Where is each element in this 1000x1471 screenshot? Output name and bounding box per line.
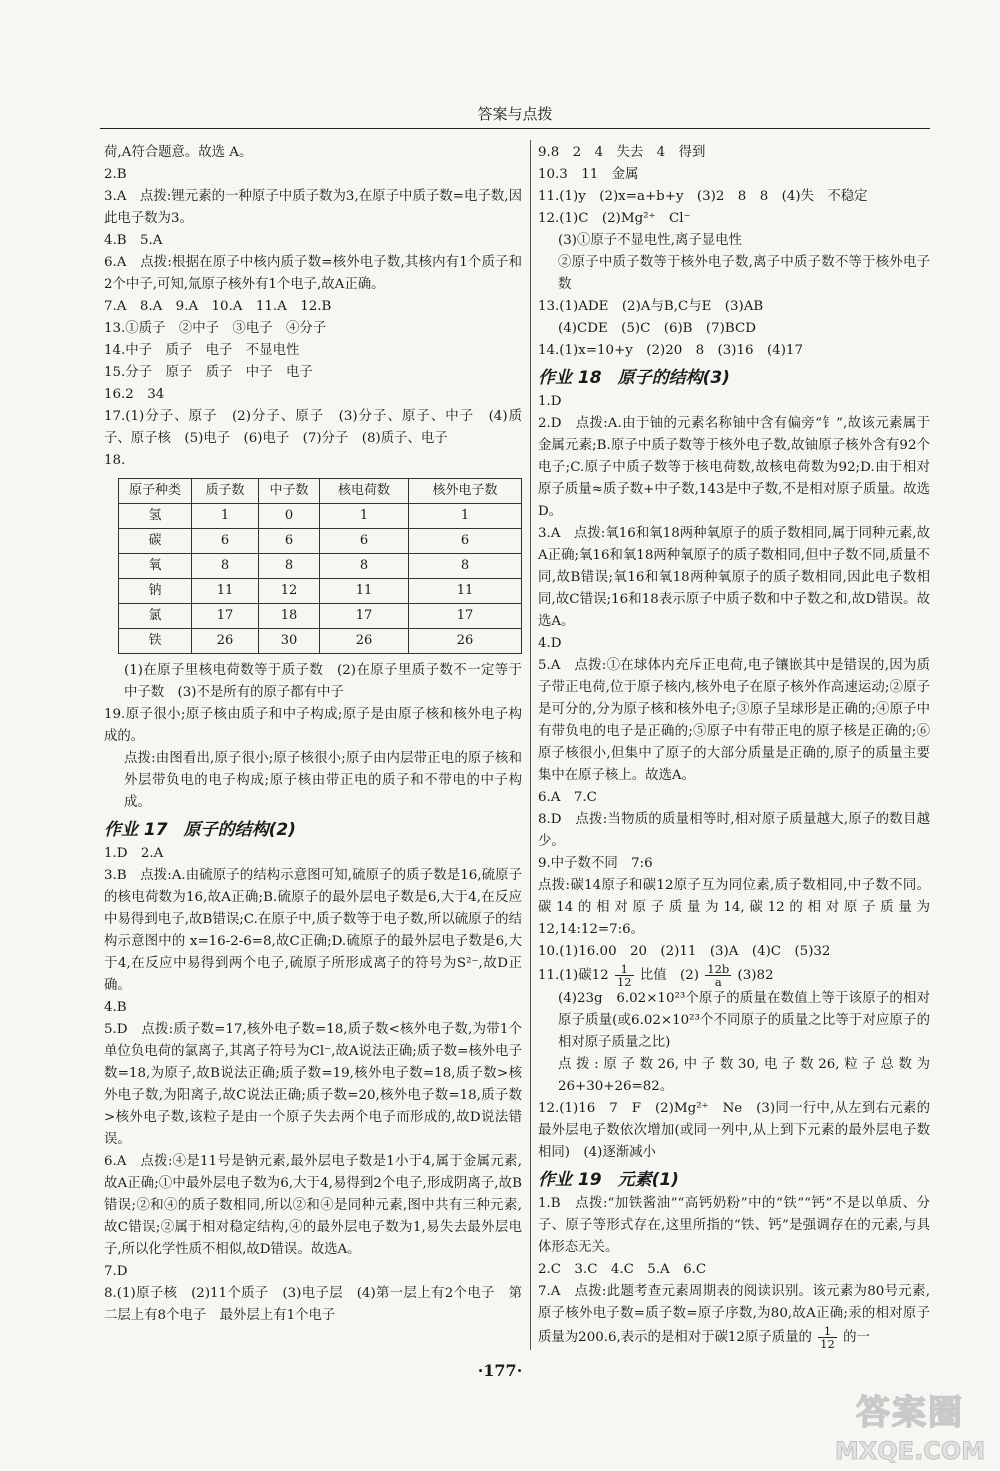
table-row [119,579,522,604]
table-cell: 26 [409,629,522,654]
table-header-cell: 中子数 [259,479,320,504]
table-header-cell: 核电荷数 [320,479,409,504]
section-title: 元素(1) [617,1170,679,1190]
table-row [119,629,522,654]
answer-line: 点拨:由图看出,原子很小;原子核很小;原子由内层带正电的原子核和外层带负电的电子构成;原子核由带正电的质子和不带电的中子构成。 [124,751,522,810]
table-row [119,504,522,529]
answer-line: 6.A 点拨:④是11号是钠元素,最外层电子数是1小于4,属于金属元素,故A正确;①中最外层电子数为6,大于4,易得到2个电子,形成阴离子,故B错误;②和④的质子数相同,所以②和④是同种元素,图中共有三种元素,故C错误;②属于相对稳定结构,④的最外层电子数为1,易失去最外层电子,所以化学性质不相似,故D错误。故选A。 [104,1154,522,1257]
answer-line: 8.(1)原子核 (2)11个质子 (3)电子层 (4)第一层上有2个电子 第二层上有8个电子 最外层上有1个电子 [104,1286,522,1323]
table-cell: 26 [320,629,409,654]
fraction [705,963,731,988]
answer-line-fraction [538,963,930,988]
answer-line: (3)①原子不显电性,离子显电性 [558,233,742,248]
table-cell: 6 [192,529,259,554]
table-cell: 6 [409,529,522,554]
table-cell: 1 [409,504,522,529]
fraction-denominator: a [714,975,722,989]
answer-line: 4.B 5.A [104,233,163,248]
answer-line: 1.B 点拨:“加铁酱油”“高钙奶粉”中的“铁”“钙”不是以单质、分子、原子等形式存在,这里所指的“铁、钙”是强调存在的元素,与具体形态无关。 [538,1196,930,1255]
fraction [818,1325,837,1350]
answer-line: 荷,A符合题意。故选 A。 [104,145,253,160]
fraction-numerator: 1 [615,963,634,976]
table-cell: 碳 [119,529,192,554]
table-row [119,604,522,629]
answer-line: 1.D [538,394,562,409]
table-cell: 18 [259,604,320,629]
answer-line: 5.D 点拨:质子数=17,核外电子数=18,质子数<核外电子数,为带1个单位负电荷的氯离子,其离子符号为Cl⁻,故A说法正确;质子数=核外电子数=18,为原子,故B说法正确;质子数=19,核外电子数=18,质子数>核外电子数,为阳离子,故C说法正确;质子数=20,核外电子数=18,质子数>核外电子数,该粒子是由一个原子失去两个电子而形成的,故D说法错误。 [104,1022,522,1147]
answer-line: 15.分子 原子 质子 中子 电子 [104,365,313,380]
answer-line: 11.(1)y (2)x=a+b+y (3)2 8 8 (4)失 不稳定 [538,189,868,204]
answer-line: 13.①质子 ②中子 ③电子 ④分子 [104,321,327,336]
table-cell: 6 [259,529,320,554]
answer-line: 点拨:原子数26,中子数30,电子数26,粒子总数为26+30+26=82。 [558,1057,930,1094]
table-cell: 8 [192,554,259,579]
table-cell: 11 [192,579,259,604]
answer-line: 2.B [104,167,127,182]
page-header [100,104,930,129]
table-cell: 8 [409,554,522,579]
table-header-cell: 原子种类 [119,479,192,504]
column-divider [530,140,531,1350]
answer-line: 3.B 点拨:A.由硫原子的结构示意图可知,硫原子的质子数是16,硫原子的核电荷数为16,故A正确;B.硫原子的最外层电子数是6,大于4,在反应中易得到电子,故B错误;C.在原子中,质子数等于电子数,所以硫原子的结构示意图中的 x=16-2-6=8,故C正确;D.硫原子的最外层电子数是6,大于4,在反应中易得到两个电子,硫原子所形成离子的符号为S²⁻,故D正确。 [104,868,522,993]
answer-line: ②原子中质子数等于核外电子数,离子中质子数不等于核外电子数 [558,255,930,292]
section-number: 作业 19 [538,1170,602,1190]
answer-line: 3.A 点拨:锂元素的一种原子中质子数为3,在原子中质子数=电子数,因此电子数为3。 [104,189,522,226]
answer-line: 14.(1)x=10+y (2)20 8 (3)16 (4)17 [538,343,803,358]
table-cell: 氢 [119,504,192,529]
atom-table [118,478,522,654]
answer-line: 6.A 7.C [538,790,597,805]
header-title: 答案与点拨 [477,105,553,123]
table-cell: 氧 [119,554,192,579]
table-cell: 0 [259,504,320,529]
table-cell: 1 [192,504,259,529]
answer-line: 17.(1)分子、原子 (2)分子、原子 (3)分子、原子、中子 (4)质子、原子核 (5)电子 (6)电子 (7)分子 (8)质子、电子 [104,409,522,446]
section-heading-18 [538,367,930,389]
answer-line: 3.A 点拨:氧16和氧18两种氧原子的质子数相同,属于同种元素,故A正确;氧16和氧18两种氧原子的质子数相同,但中子数不同,质量不同,故B错误;氧16和氧18两种氧原子的质子数相同,因此电子数相同,故C错误;16和18表示原子中质子数和中子数之和,故D错误。故选A。 [538,526,930,629]
answer-line: 6.A 点拨:根据在原子中核内质子数=核外电子数,其核内有1个质子和2个中子,可知,氚原子核外有1个电子,故A正确。 [104,255,522,292]
section-title: 原子的结构(3) [617,368,730,388]
fraction [615,963,634,988]
fraction-numerator: 12b [707,962,730,976]
answer-line: 2.D 点拨:A.由于铀的元素名称铀中含有偏旁“钅”,故该元素属于金属元素;B.原子中质子数等于核外电子数,故铀原子核外含有92个电子;C.原子中质子数等于核电荷数,故核电荷数为92;D.由于相对原子质量≈质子数+中子数,143是中子数,不是相对原子质量。故选D。 [538,416,930,519]
fraction-numerator: 1 [818,1325,837,1338]
watermark-title: 答案圈 [856,1393,964,1433]
table-cell: 8 [259,554,320,579]
table-cell: 8 [320,554,409,579]
watermark-url: MXQE.COM [834,1437,986,1465]
answer-text: 7.A 点拨:此题考查元素周期表的阅读识别。该元素为80号元素,原子核外电子数=质子数=原子序数,为80,故A正确;汞的相对原子质量为200.6,表示的是相对于碳12原子质量的 [538,1284,930,1345]
answer-line: 18. [104,453,126,468]
right-column [538,142,930,1350]
page-number: ·177· [477,1361,523,1380]
table-cell: 12 [259,579,320,604]
answer-line: 12.(1)16 7 F (2)Mg²⁺ Ne (3)同一行中,从左到右元素的最外层电子数依次增加(或同一列中,从上到下元素的最外层电子数相同) (4)逐渐减小 [538,1101,930,1160]
section-heading-19 [538,1169,930,1191]
answer-text: 的一 [843,1330,870,1345]
table-header-cell: 核外电子数 [409,479,522,504]
section-title: 原子的结构(2) [183,820,296,840]
table-cell: 26 [192,629,259,654]
table-cell: 11 [409,579,522,604]
answer-line: 8.D 点拨:当物质的质量相等时,相对原子质量越大,原子的数目越少。 [538,812,930,849]
answer-line: 4.D [538,636,562,651]
answer-text: 比值 (2) [639,968,700,983]
table-cell: 11 [320,579,409,604]
fraction-denominator: 12 [616,975,632,989]
section-number: 作业 17 [104,820,168,840]
watermark-logo [826,1385,994,1467]
section-heading-17 [104,819,522,841]
answer-line: 12.(1)C (2)Mg²⁺ Cl⁻ [538,211,691,226]
answer-line: 点拨:碳14原子和碳12原子互为同位素,质子数相同,中子数不同。碳14的相对原子质量为14,碳12的相对原子质量为12,14:12=7:6。 [538,878,930,937]
answer-line: 5.A 点拨:①在球体内充斥正电荷,电子镶嵌其中是错误的,因为质子带正电荷,位于原子核内,核外电子在原子核外作高速运动;②原子是可分的,分为原子核和核外电子;③原子呈球形是正确的;④原子中有带负电的电子是正确的;⑤原子中有带正电的原子核是正确的;⑥原子核很小,但集中了原子的大部分质量是正确的,原子的质量主要集中在原子核上。故选A。 [538,658,930,783]
answer-line: 2.C 3.C 4.C 5.A 6.C [538,1262,707,1277]
answer-text: (3)82 [737,968,774,983]
table-header-row [119,479,522,504]
answer-line: 14.中子 质子 电子 不显电性 [104,343,300,358]
answer-text: 11.(1)碳12 [538,968,609,983]
answer-line: 16.2 34 [104,387,165,402]
table-cell: 17 [409,604,522,629]
fraction-denominator: 12 [820,1337,835,1351]
table-cell: 17 [320,604,409,629]
answer-line: 1.D 2.A [104,846,164,861]
section-number: 作业 18 [538,368,602,388]
answer-line: 10.3 11 金属 [538,167,639,182]
answer-line: 10.(1)16.00 20 (2)11 (3)A (4)C (5)32 [538,944,831,959]
table-cell: 钠 [119,579,192,604]
answer-line: 9.8 2 4 失去 4 得到 [538,145,706,160]
table-cell: 17 [192,604,259,629]
table-cell: 6 [320,529,409,554]
answer-line: 7.A 8.A 9.A 10.A 11.A 12.B [104,299,332,314]
answer-line: (1)在原子里核电荷数等于质子数 (2)在原子里质子数不一定等于中子数 (3)不是所有的原子都有中子 [124,663,522,700]
answer-line: 9.中子数不同 7:6 [538,856,653,871]
answer-line: (4)CDE (5)C (6)B (7)BCD [558,321,756,336]
answer-line: 4.B [104,1000,127,1015]
table-cell: 30 [259,629,320,654]
left-column [104,142,522,1327]
table-cell: 1 [320,504,409,529]
table-cell: 氯 [119,604,192,629]
table-row [119,554,522,579]
table-row [119,529,522,554]
answer-line: 13.(1)ADE (2)A与B,C与E (3)AB [538,299,764,314]
table-header-cell: 质子数 [192,479,259,504]
answer-line: 7.D [104,1264,128,1279]
answer-line: (4)23g 6.02×10²³个原子的质量在数值上等于该原子的相对原子质量(或6.02×10²³个不同原子的质量之比等于对应原子的相对原子质量之比) [558,991,930,1050]
answer-line-fraction [538,1281,930,1350]
answer-line: 19.原子很小;原子核由质子和中子构成;原子是由原子核和核外电子构成的。 [104,707,522,744]
table-cell: 铁 [119,629,192,654]
